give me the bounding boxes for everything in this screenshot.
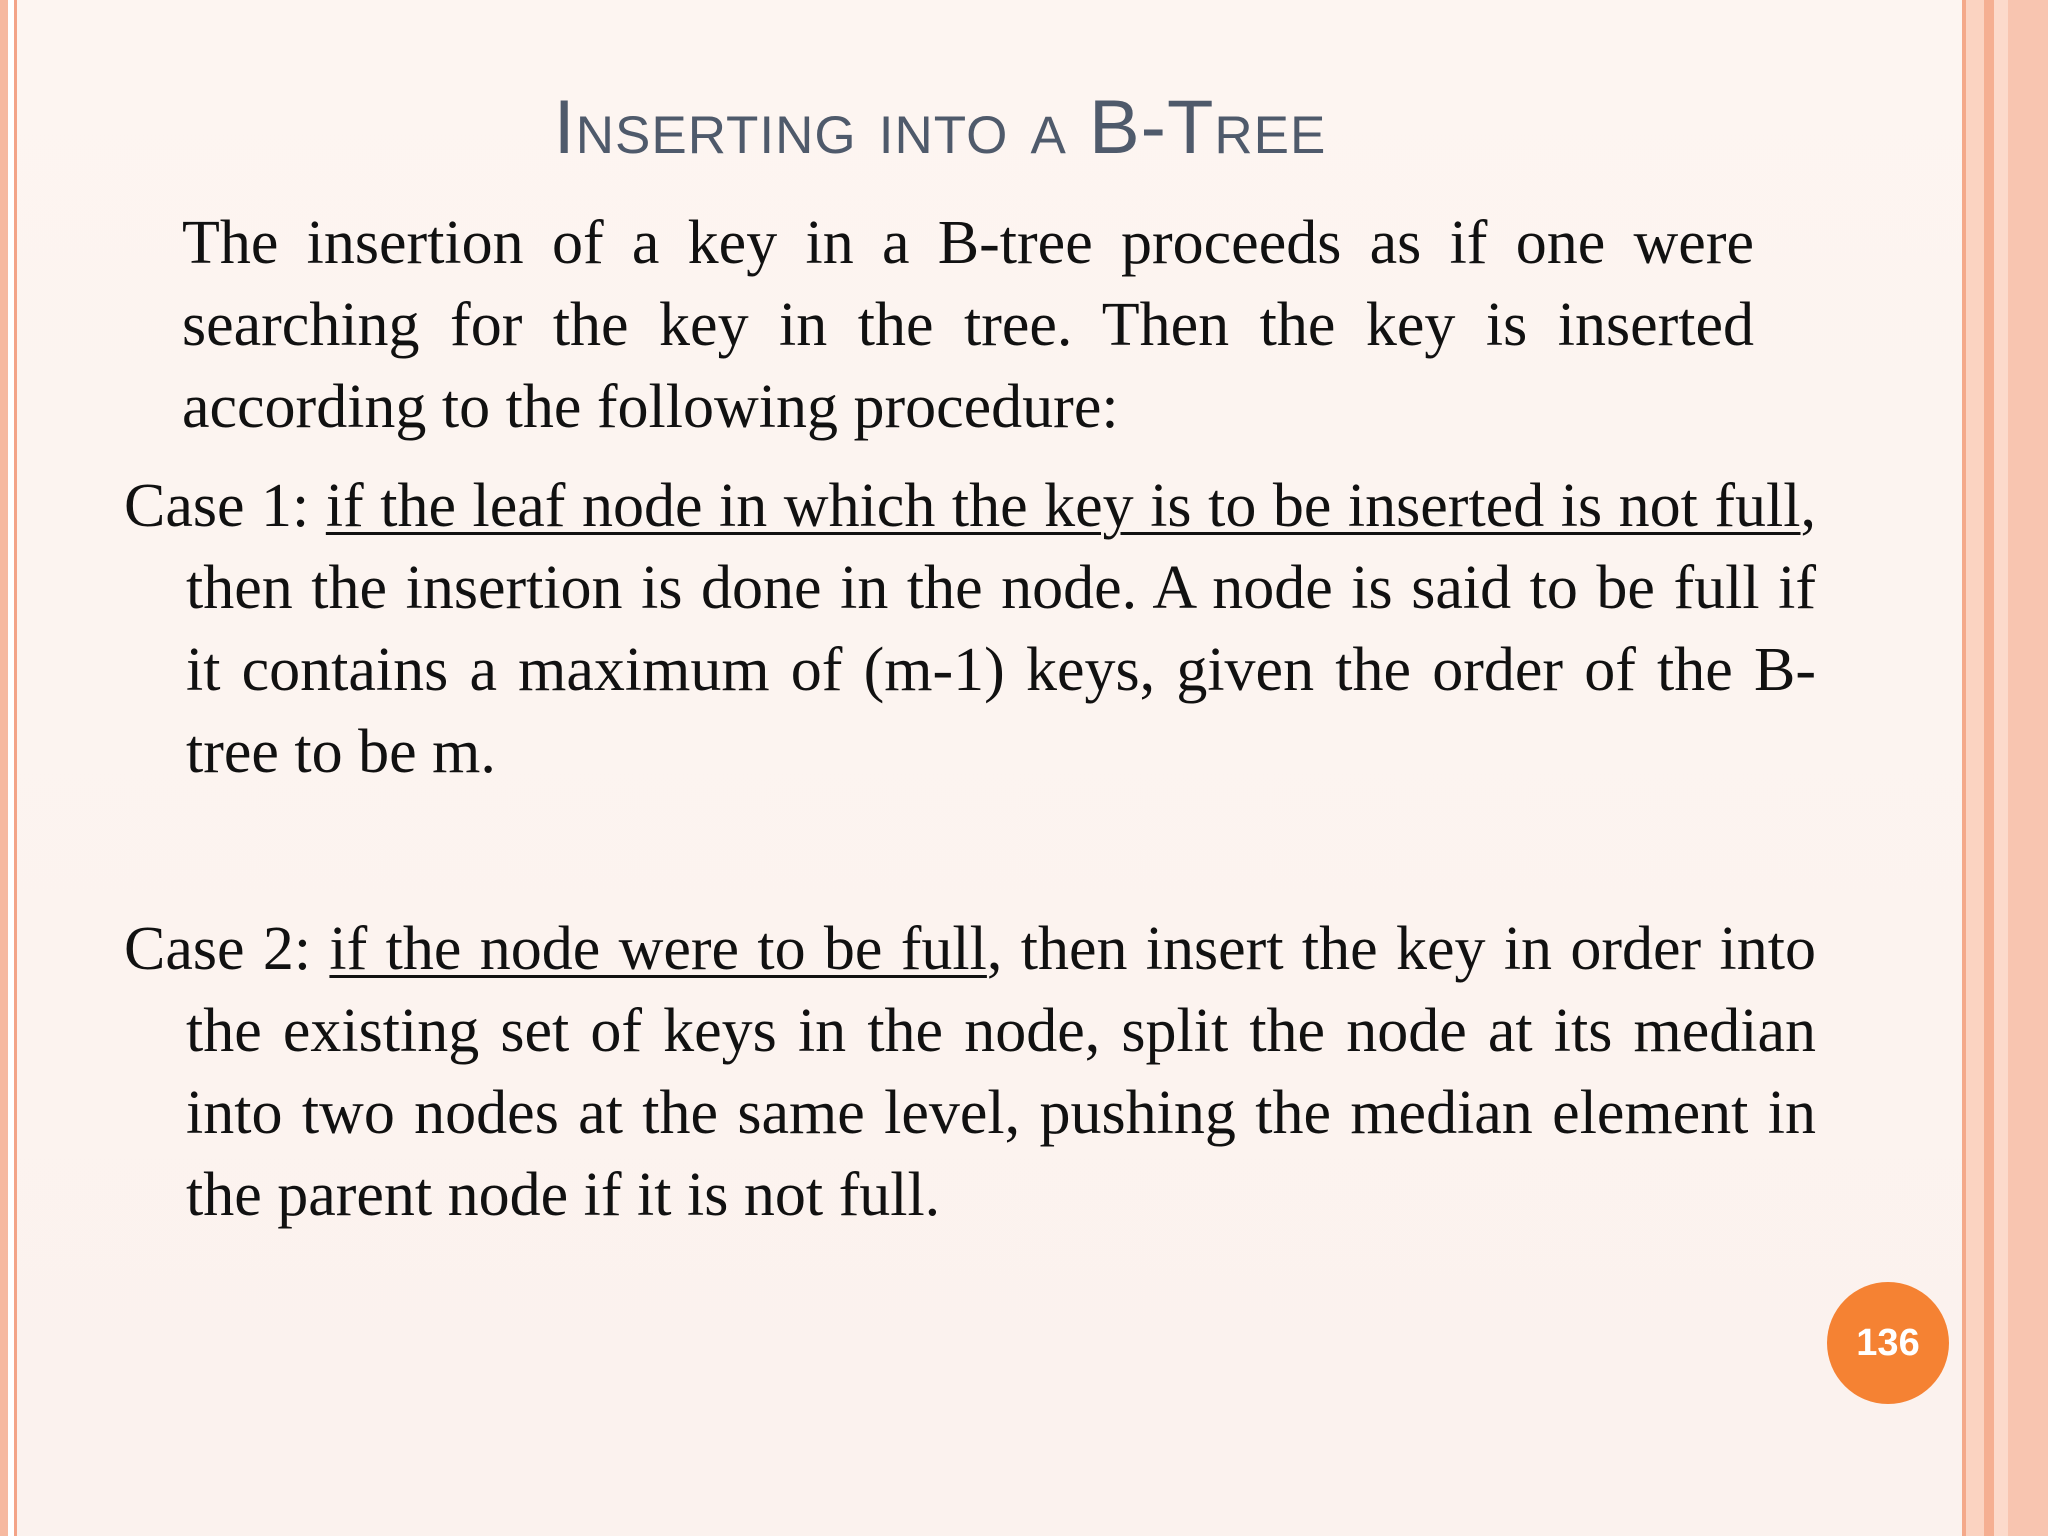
case-2-label: Case 2:	[124, 915, 330, 983]
case-2-condition: if the node were to be full	[329, 915, 987, 983]
case-1-label: Case 1:	[124, 472, 326, 540]
case-1-paragraph	[124, 465, 1816, 793]
intro-paragraph: The insertion of a key in a B-tree proceeds as if one were searching for the key in the tree. Then the key is inserted according to the following procedure:	[182, 209, 1754, 441]
case-2-text: , then insert the key in order into the existing set of keys in the node, split the node at its median into two nodes at the same level, pushing the median element in the parent node if it is not full.	[186, 915, 1816, 1229]
right-border-stripe	[2008, 0, 2048, 1536]
left-border-stripe	[0, 0, 8, 1536]
right-border-stripe	[1984, 0, 1994, 1536]
case-2-paragraph	[124, 908, 1816, 1236]
slide-title: Inserting into a B-Tree	[553, 85, 1327, 170]
right-border-stripe	[1994, 0, 2008, 1536]
page-number-badge: 136	[1827, 1282, 1949, 1404]
case-1-condition: if the leaf node in which the key is to be inserted is not full	[325, 472, 1801, 540]
case-1-text: , then the insertion is done in the node. A node is said to be full if it contains a maximum of (m-1) keys, given the order of the B-tree to be m.	[186, 472, 1816, 786]
right-border-stripe	[1966, 0, 1984, 1536]
